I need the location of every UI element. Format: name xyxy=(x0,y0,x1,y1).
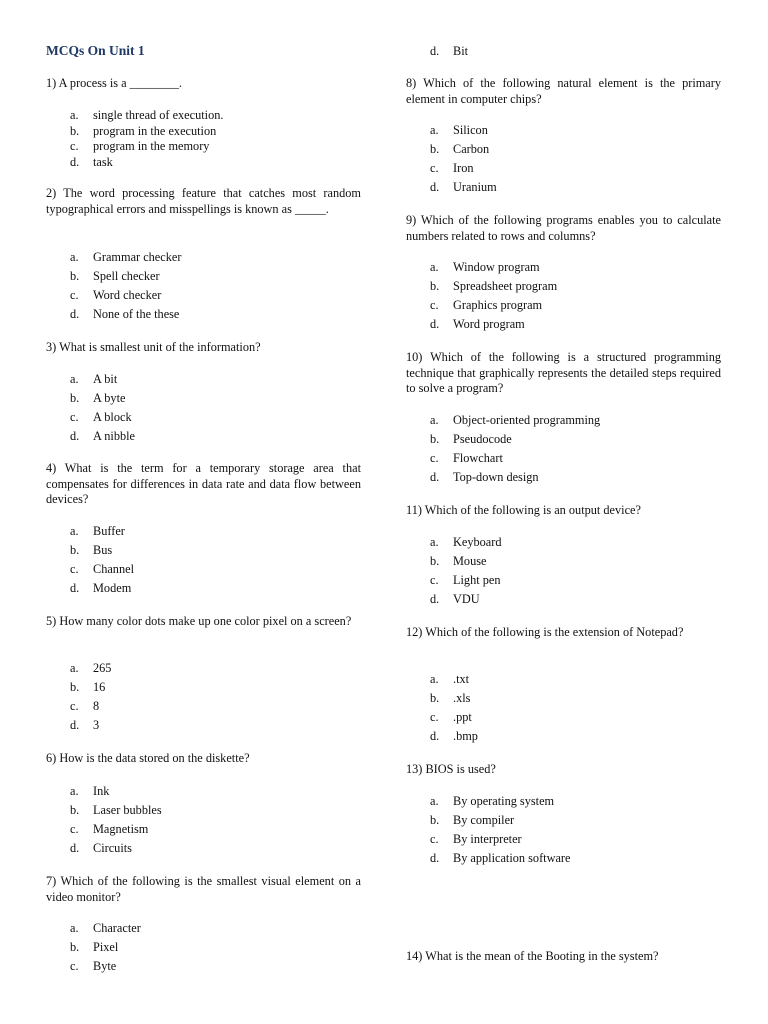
option-letter: c. xyxy=(430,161,439,175)
option-2b xyxy=(46,267,361,286)
options-10 xyxy=(406,411,721,487)
option-text: Character xyxy=(93,921,141,935)
option-8a xyxy=(406,121,721,140)
option-4a xyxy=(46,522,361,541)
option-letter: d. xyxy=(430,317,440,331)
option-13b xyxy=(406,811,721,830)
question-10: 10) Which of the following is a structured programming technique that graphically represents the detailed steps required to solve a program? xyxy=(406,350,721,395)
question-6: 6) How is the data stored on the diskette? xyxy=(46,751,250,765)
option-text: .txt xyxy=(453,672,470,686)
option-letter: d. xyxy=(430,44,440,58)
option-letter: d. xyxy=(430,592,440,606)
option-letter: d. xyxy=(70,154,80,169)
option-text: program in the execution xyxy=(93,123,217,138)
option-12c xyxy=(406,708,721,727)
option-text: Top-down design xyxy=(453,470,539,484)
option-13c xyxy=(406,830,721,849)
option-text: Graphics program xyxy=(453,298,543,312)
option-7b xyxy=(46,938,361,957)
options-7 xyxy=(46,919,361,976)
question-12: 12) Which of the following is the extension of Notepad? xyxy=(406,625,684,639)
option-text: Circuits xyxy=(93,841,132,855)
option-2c xyxy=(46,286,361,305)
options-8 xyxy=(406,121,721,197)
option-text: Light pen xyxy=(453,573,501,587)
option-letter: c. xyxy=(70,822,79,836)
option-text: Bit xyxy=(453,44,469,58)
question-8: 8) Which of the following natural element is the primary element in computer chips? xyxy=(406,76,721,106)
option-text: 8 xyxy=(93,699,100,713)
option-5d xyxy=(46,716,361,735)
option-letter: b. xyxy=(430,279,440,293)
options-9 xyxy=(406,258,721,334)
options-13 xyxy=(406,792,721,868)
option-text: Laser bubbles xyxy=(93,803,162,817)
option-text: By interpreter xyxy=(453,832,522,846)
option-text: Word program xyxy=(453,317,525,331)
option-5c xyxy=(46,697,361,716)
option-letter: b. xyxy=(70,123,80,138)
option-letter: c. xyxy=(70,139,79,153)
option-letter: d. xyxy=(430,729,440,743)
option-2d xyxy=(46,305,361,324)
option-3b xyxy=(46,389,361,408)
option-letter: a. xyxy=(70,250,79,264)
option-text: A bit xyxy=(93,372,118,386)
option-text: By compiler xyxy=(453,813,515,827)
option-text: Word checker xyxy=(93,288,162,302)
option-9b xyxy=(406,277,721,296)
option-9a xyxy=(406,258,721,277)
option-6b xyxy=(46,801,361,820)
option-text: Silicon xyxy=(453,123,488,137)
option-1a xyxy=(46,108,361,124)
option-4d xyxy=(46,579,361,598)
option-10a xyxy=(406,411,721,430)
option-letter: a. xyxy=(70,108,79,122)
option-letter: b. xyxy=(70,803,80,817)
option-letter: c. xyxy=(70,288,79,302)
question-14: 14) What is the mean of the Booting in the system? xyxy=(406,949,659,963)
question-5: 5) How many color dots make up one color pixel on a screen? xyxy=(46,614,352,628)
option-3a xyxy=(46,370,361,389)
option-letter: c. xyxy=(70,699,79,713)
option-letter: b. xyxy=(430,142,440,156)
question-7: 7) Which of the following is the smallest visual element on a video monitor? xyxy=(46,874,361,904)
option-4c xyxy=(46,560,361,579)
option-text: Byte xyxy=(93,959,117,973)
options-2 xyxy=(46,248,361,324)
option-12b xyxy=(406,689,721,708)
options-1 xyxy=(46,108,361,170)
option-text: Spreadsheet program xyxy=(453,279,558,293)
option-2a xyxy=(46,248,361,267)
option-1c xyxy=(46,139,361,155)
option-text: Pixel xyxy=(93,940,119,954)
option-text: A block xyxy=(93,410,132,424)
option-letter: d. xyxy=(70,718,80,732)
option-letter: b. xyxy=(430,813,440,827)
option-text: Mouse xyxy=(453,554,487,568)
option-letter: d. xyxy=(430,470,440,484)
option-letter: d. xyxy=(70,429,80,443)
option-7d xyxy=(406,42,721,61)
options-4 xyxy=(46,522,361,598)
option-text: A nibble xyxy=(93,429,136,443)
option-text: Object-oriented programming xyxy=(453,413,601,427)
option-11b xyxy=(406,552,721,571)
option-letter: a. xyxy=(70,661,79,675)
option-6a xyxy=(46,782,361,801)
option-letter: d. xyxy=(430,851,440,865)
options-11 xyxy=(406,533,721,609)
option-text: Grammar checker xyxy=(93,250,182,264)
option-3c xyxy=(46,408,361,427)
question-11: 11) Which of the following is an output device? xyxy=(406,503,641,517)
question-3: 3) What is smallest unit of the information? xyxy=(46,340,261,354)
options-3 xyxy=(46,370,361,446)
option-text: Carbon xyxy=(453,142,490,156)
option-11d xyxy=(406,590,721,609)
option-text: None of the these xyxy=(93,307,180,321)
option-text: task xyxy=(93,154,113,169)
option-6c xyxy=(46,820,361,839)
option-text: 3 xyxy=(93,718,100,732)
option-letter: d. xyxy=(70,841,80,855)
option-text: Channel xyxy=(93,562,134,576)
option-letter: b. xyxy=(70,940,80,954)
option-letter: a. xyxy=(70,784,79,798)
option-text: .ppt xyxy=(453,710,472,724)
option-letter: c. xyxy=(430,832,439,846)
options-7-continued xyxy=(406,42,721,61)
option-text: Modem xyxy=(93,581,132,595)
option-text: 16 xyxy=(93,680,106,694)
option-7a xyxy=(46,919,361,938)
option-letter: a. xyxy=(430,123,439,137)
option-letter: a. xyxy=(430,794,439,808)
option-text: 265 xyxy=(93,661,112,675)
option-text: VDU xyxy=(453,592,480,606)
option-7c xyxy=(46,957,361,976)
option-1d xyxy=(46,155,361,171)
option-letter: c. xyxy=(70,410,79,424)
option-text: By application software xyxy=(453,851,571,865)
question-1: 1) A process is a ________. xyxy=(46,76,182,90)
option-13a xyxy=(406,792,721,811)
option-letter: d. xyxy=(70,307,80,321)
option-text: .xls xyxy=(453,691,471,705)
option-letter: b. xyxy=(70,543,80,557)
question-4: 4) What is the term for a temporary storage area that compensates for differences in data rate and data flow between devices? xyxy=(46,461,361,506)
option-text: Keyboard xyxy=(453,535,502,549)
option-letter: b. xyxy=(70,391,80,405)
option-letter: b. xyxy=(70,269,80,283)
option-text: Ink xyxy=(93,784,110,798)
option-text: Buffer xyxy=(93,524,125,538)
document-title: MCQs On Unit 1 xyxy=(46,43,145,58)
option-letter: c. xyxy=(70,959,79,973)
option-4b xyxy=(46,541,361,560)
option-12d xyxy=(406,727,721,746)
option-letter: d. xyxy=(430,180,440,194)
question-13: 13) BIOS is used? xyxy=(406,762,496,776)
option-letter: b. xyxy=(430,432,440,446)
option-11a xyxy=(406,533,721,552)
option-6d xyxy=(46,839,361,858)
option-text: Iron xyxy=(453,161,474,175)
option-letter: a. xyxy=(430,413,439,427)
option-text: Spell checker xyxy=(93,269,160,283)
question-2: 2) The word processing feature that catches most random typographical errors and misspellings is known as _____. xyxy=(46,186,361,216)
option-12a xyxy=(406,670,721,689)
option-letter: c. xyxy=(430,710,439,724)
option-5a xyxy=(46,659,361,678)
option-8b xyxy=(406,140,721,159)
option-letter: c. xyxy=(430,451,439,465)
option-text: .bmp xyxy=(453,729,478,743)
option-10c xyxy=(406,449,721,468)
option-text: single thread of execution. xyxy=(93,108,224,122)
option-letter: b. xyxy=(430,691,440,705)
option-text: Flowchart xyxy=(453,451,503,465)
option-3d xyxy=(46,427,361,446)
option-text: Bus xyxy=(93,543,113,557)
option-letter: b. xyxy=(430,554,440,568)
options-12 xyxy=(406,670,721,746)
option-text: Uranium xyxy=(453,180,497,194)
option-letter: c. xyxy=(430,573,439,587)
option-text: program in the memory xyxy=(93,139,210,153)
options-5 xyxy=(46,659,361,735)
option-5b xyxy=(46,678,361,697)
option-text: Pseudocode xyxy=(453,432,512,446)
option-letter: c. xyxy=(70,562,79,576)
option-text: A byte xyxy=(93,391,126,405)
option-11c xyxy=(406,571,721,590)
option-letter: a. xyxy=(70,921,79,935)
options-6 xyxy=(46,782,361,858)
option-9c xyxy=(406,296,721,315)
option-letter: a. xyxy=(70,524,79,538)
option-text: Window program xyxy=(453,260,540,274)
option-letter: a. xyxy=(430,535,439,549)
option-letter: d. xyxy=(70,581,80,595)
option-letter: a. xyxy=(70,372,79,386)
option-10d xyxy=(406,468,721,487)
question-9: 9) Which of the following programs enables you to calculate numbers related to rows and columns? xyxy=(406,213,721,243)
option-letter: c. xyxy=(430,298,439,312)
option-10b xyxy=(406,430,721,449)
option-text: Magnetism xyxy=(93,822,149,836)
option-letter: a. xyxy=(430,672,439,686)
option-letter: a. xyxy=(430,260,439,274)
option-9d xyxy=(406,315,721,334)
option-letter: b. xyxy=(70,680,80,694)
option-13d xyxy=(406,849,721,868)
option-8c xyxy=(406,159,721,178)
option-8d xyxy=(406,178,721,197)
option-1b xyxy=(46,124,361,140)
option-text: By operating system xyxy=(453,794,555,808)
